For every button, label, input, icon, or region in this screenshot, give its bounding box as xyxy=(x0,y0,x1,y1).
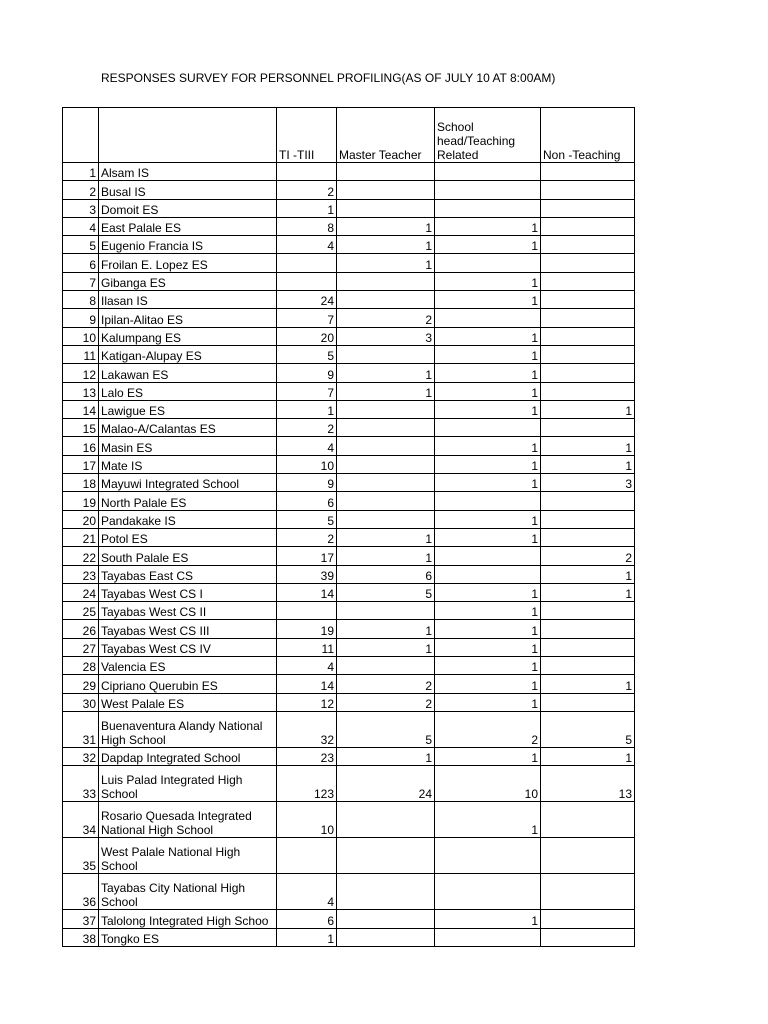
cell-row-number: 29 xyxy=(63,675,99,693)
cell-school-name: West Palale National High School xyxy=(99,838,277,874)
table-row xyxy=(63,675,635,693)
cell-school-name: Tayabas West CS III xyxy=(99,620,277,638)
table-row xyxy=(63,747,635,765)
cell-ti-tiii-count xyxy=(277,163,337,181)
header-cell-ti-tiii: TI -TIII xyxy=(277,108,337,163)
cell-school-name: North Palale ES xyxy=(99,492,277,510)
cell-row-number: 35 xyxy=(63,838,99,874)
cell-master-teacher-count: 5 xyxy=(337,583,435,601)
table-row xyxy=(63,874,635,910)
cell-row-number: 11 xyxy=(63,345,99,363)
cell-non-teaching-count xyxy=(541,309,635,327)
table-row xyxy=(63,547,635,565)
cell-master-teacher-count: 5 xyxy=(337,711,435,747)
cell-school-name: Cipriano Querubin ES xyxy=(99,675,277,693)
cell-master-teacher-count xyxy=(337,602,435,620)
cell-row-number: 18 xyxy=(63,474,99,492)
cell-ti-tiii-count xyxy=(277,254,337,272)
cell-row-number: 37 xyxy=(63,910,99,928)
cell-school-name: Alsam IS xyxy=(99,163,277,181)
cell-ti-tiii-count: 123 xyxy=(277,766,337,802)
cell-non-teaching-count xyxy=(541,528,635,546)
cell-row-number: 22 xyxy=(63,547,99,565)
cell-non-teaching-count xyxy=(541,802,635,838)
cell-row-number: 26 xyxy=(63,620,99,638)
cell-ti-tiii-count: 24 xyxy=(277,291,337,309)
cell-school-head-count xyxy=(435,492,541,510)
cell-school-head-count: 1 xyxy=(435,583,541,601)
table-row xyxy=(63,254,635,272)
cell-ti-tiii-count xyxy=(277,838,337,874)
cell-row-number: 10 xyxy=(63,327,99,345)
table-row xyxy=(63,928,635,946)
table-row xyxy=(63,364,635,382)
cell-master-teacher-count: 2 xyxy=(337,675,435,693)
cell-row-number: 27 xyxy=(63,638,99,656)
cell-master-teacher-count: 1 xyxy=(337,528,435,546)
cell-non-teaching-count: 1 xyxy=(541,455,635,473)
cell-school-name: Lawigue ES xyxy=(99,400,277,418)
cell-non-teaching-count xyxy=(541,217,635,235)
table-row xyxy=(63,163,635,181)
cell-master-teacher-count xyxy=(337,874,435,910)
cell-school-name: Domoit ES xyxy=(99,199,277,217)
cell-non-teaching-count xyxy=(541,254,635,272)
cell-school-head-count: 1 xyxy=(435,217,541,235)
cell-school-name: Mate IS xyxy=(99,455,277,473)
cell-school-head-count: 1 xyxy=(435,675,541,693)
table-row xyxy=(63,419,635,437)
cell-school-name: Dapdap Integrated School xyxy=(99,747,277,765)
cell-school-head-count xyxy=(435,874,541,910)
cell-row-number: 2 xyxy=(63,181,99,199)
cell-row-number: 16 xyxy=(63,437,99,455)
cell-row-number: 4 xyxy=(63,217,99,235)
cell-school-head-count: 1 xyxy=(435,437,541,455)
cell-ti-tiii-count: 2 xyxy=(277,181,337,199)
cell-school-head-count: 1 xyxy=(435,364,541,382)
cell-school-name: Lalo ES xyxy=(99,382,277,400)
cell-ti-tiii-count xyxy=(277,272,337,290)
cell-ti-tiii-count: 10 xyxy=(277,802,337,838)
cell-master-teacher-count: 1 xyxy=(337,382,435,400)
cell-school-name: Luis Palad Integrated High School xyxy=(99,766,277,802)
cell-master-teacher-count: 24 xyxy=(337,766,435,802)
cell-school-name: West Palale ES xyxy=(99,693,277,711)
cell-master-teacher-count xyxy=(337,291,435,309)
cell-master-teacher-count: 6 xyxy=(337,565,435,583)
cell-non-teaching-count xyxy=(541,693,635,711)
cell-row-number: 33 xyxy=(63,766,99,802)
cell-ti-tiii-count xyxy=(277,602,337,620)
cell-master-teacher-count: 2 xyxy=(337,309,435,327)
cell-school-name: Tayabas West CS II xyxy=(99,602,277,620)
cell-master-teacher-count xyxy=(337,657,435,675)
cell-non-teaching-count xyxy=(541,199,635,217)
cell-ti-tiii-count: 19 xyxy=(277,620,337,638)
cell-school-head-count: 1 xyxy=(435,657,541,675)
header-row xyxy=(63,108,635,163)
cell-ti-tiii-count: 2 xyxy=(277,419,337,437)
cell-row-number: 31 xyxy=(63,711,99,747)
cell-master-teacher-count xyxy=(337,838,435,874)
cell-school-head-count: 1 xyxy=(435,602,541,620)
cell-school-head-count: 1 xyxy=(435,382,541,400)
cell-master-teacher-count xyxy=(337,400,435,418)
table-row xyxy=(63,838,635,874)
cell-school-head-count: 1 xyxy=(435,474,541,492)
cell-school-head-count xyxy=(435,199,541,217)
cell-school-head-count: 1 xyxy=(435,510,541,528)
table-row xyxy=(63,910,635,928)
cell-ti-tiii-count: 4 xyxy=(277,437,337,455)
cell-row-number: 15 xyxy=(63,419,99,437)
cell-non-teaching-count xyxy=(541,910,635,928)
table-row xyxy=(63,327,635,345)
cell-non-teaching-count xyxy=(541,638,635,656)
cell-master-teacher-count: 1 xyxy=(337,254,435,272)
cell-ti-tiii-count: 8 xyxy=(277,217,337,235)
cell-row-number: 32 xyxy=(63,747,99,765)
cell-school-head-count: 1 xyxy=(435,345,541,363)
cell-master-teacher-count: 1 xyxy=(337,620,435,638)
cell-non-teaching-count xyxy=(541,163,635,181)
cell-school-head-count: 1 xyxy=(435,455,541,473)
cell-ti-tiii-count: 4 xyxy=(277,236,337,254)
cell-row-number: 1 xyxy=(63,163,99,181)
cell-school-name: Lakawan ES xyxy=(99,364,277,382)
table-row xyxy=(63,657,635,675)
header-cell-school-head: School head/Teaching Related xyxy=(435,108,541,163)
table-row xyxy=(63,693,635,711)
cell-non-teaching-count xyxy=(541,181,635,199)
cell-row-number: 28 xyxy=(63,657,99,675)
table-row xyxy=(63,345,635,363)
cell-row-number: 24 xyxy=(63,583,99,601)
cell-school-head-count: 1 xyxy=(435,747,541,765)
cell-non-teaching-count xyxy=(541,364,635,382)
table-row xyxy=(63,272,635,290)
cell-ti-tiii-count: 4 xyxy=(277,874,337,910)
cell-school-name: Potol ES xyxy=(99,528,277,546)
cell-ti-tiii-count: 6 xyxy=(277,492,337,510)
cell-row-number: 17 xyxy=(63,455,99,473)
cell-school-name: Gibanga ES xyxy=(99,272,277,290)
cell-ti-tiii-count: 11 xyxy=(277,638,337,656)
table-row xyxy=(63,291,635,309)
table-row xyxy=(63,199,635,217)
table-row xyxy=(63,309,635,327)
cell-school-name: Kalumpang ES xyxy=(99,327,277,345)
cell-ti-tiii-count: 1 xyxy=(277,199,337,217)
cell-ti-tiii-count: 6 xyxy=(277,910,337,928)
table-row xyxy=(63,766,635,802)
cell-row-number: 8 xyxy=(63,291,99,309)
cell-non-teaching-count xyxy=(541,492,635,510)
cell-non-teaching-count: 1 xyxy=(541,583,635,601)
cell-school-head-count: 1 xyxy=(435,291,541,309)
cell-school-name: Tayabas West CS I xyxy=(99,583,277,601)
header-cell-school xyxy=(99,108,277,163)
cell-row-number: 7 xyxy=(63,272,99,290)
cell-master-teacher-count xyxy=(337,199,435,217)
cell-ti-tiii-count: 5 xyxy=(277,345,337,363)
cell-school-name: Ipilan-Alitao ES xyxy=(99,309,277,327)
cell-ti-tiii-count: 14 xyxy=(277,675,337,693)
cell-non-teaching-count xyxy=(541,236,635,254)
cell-row-number: 25 xyxy=(63,602,99,620)
cell-master-teacher-count xyxy=(337,910,435,928)
cell-non-teaching-count: 1 xyxy=(541,675,635,693)
cell-master-teacher-count: 1 xyxy=(337,364,435,382)
cell-non-teaching-count xyxy=(541,838,635,874)
cell-row-number: 3 xyxy=(63,199,99,217)
cell-master-teacher-count xyxy=(337,802,435,838)
cell-school-name: Tayabas East CS xyxy=(99,565,277,583)
cell-school-name: Tayabas City National High School xyxy=(99,874,277,910)
cell-master-teacher-count: 1 xyxy=(337,638,435,656)
cell-ti-tiii-count: 17 xyxy=(277,547,337,565)
header-cell-index xyxy=(63,108,99,163)
cell-ti-tiii-count: 7 xyxy=(277,309,337,327)
table-row xyxy=(63,602,635,620)
cell-non-teaching-count xyxy=(541,928,635,946)
cell-row-number: 20 xyxy=(63,510,99,528)
cell-row-number: 9 xyxy=(63,309,99,327)
cell-school-head-count: 1 xyxy=(435,400,541,418)
cell-non-teaching-count xyxy=(541,291,635,309)
cell-ti-tiii-count: 39 xyxy=(277,565,337,583)
cell-school-name: Rosario Quesada Integrated National High School xyxy=(99,802,277,838)
cell-master-teacher-count xyxy=(337,345,435,363)
cell-school-name: Buenaventura Alandy National High School xyxy=(99,711,277,747)
table-row xyxy=(63,181,635,199)
cell-non-teaching-count: 13 xyxy=(541,766,635,802)
cell-ti-tiii-count: 14 xyxy=(277,583,337,601)
table-row xyxy=(63,510,635,528)
cell-school-name: Malao-A/Calantas ES xyxy=(99,419,277,437)
cell-school-head-count xyxy=(435,419,541,437)
cell-ti-tiii-count: 23 xyxy=(277,747,337,765)
cell-master-teacher-count: 1 xyxy=(337,747,435,765)
cell-non-teaching-count xyxy=(541,510,635,528)
cell-master-teacher-count: 1 xyxy=(337,236,435,254)
cell-ti-tiii-count: 9 xyxy=(277,364,337,382)
cell-school-name: Katigan-Alupay ES xyxy=(99,345,277,363)
cell-row-number: 30 xyxy=(63,693,99,711)
cell-school-head-count: 1 xyxy=(435,327,541,345)
table-row xyxy=(63,620,635,638)
cell-row-number: 5 xyxy=(63,236,99,254)
cell-ti-tiii-count: 9 xyxy=(277,474,337,492)
table-row xyxy=(63,492,635,510)
cell-school-head-count xyxy=(435,838,541,874)
cell-master-teacher-count: 1 xyxy=(337,217,435,235)
cell-row-number: 13 xyxy=(63,382,99,400)
table-row xyxy=(63,638,635,656)
cell-non-teaching-count: 5 xyxy=(541,711,635,747)
cell-school-head-count: 10 xyxy=(435,766,541,802)
cell-ti-tiii-count: 1 xyxy=(277,400,337,418)
cell-master-teacher-count xyxy=(337,455,435,473)
cell-ti-tiii-count: 7 xyxy=(277,382,337,400)
survey-table xyxy=(62,107,635,947)
table-row xyxy=(63,474,635,492)
cell-school-head-count: 1 xyxy=(435,620,541,638)
cell-non-teaching-count xyxy=(541,657,635,675)
cell-row-number: 19 xyxy=(63,492,99,510)
cell-school-name: Mayuwi Integrated School xyxy=(99,474,277,492)
cell-row-number: 6 xyxy=(63,254,99,272)
cell-school-head-count: 1 xyxy=(435,236,541,254)
header-cell-master-teacher: Master Teacher xyxy=(337,108,435,163)
cell-master-teacher-count: 3 xyxy=(337,327,435,345)
cell-master-teacher-count: 1 xyxy=(337,547,435,565)
cell-non-teaching-count xyxy=(541,345,635,363)
cell-non-teaching-count xyxy=(541,272,635,290)
cell-school-name: Ilasan IS xyxy=(99,291,277,309)
cell-school-name: East Palale ES xyxy=(99,217,277,235)
table-row xyxy=(63,217,635,235)
cell-school-head-count xyxy=(435,181,541,199)
cell-master-teacher-count xyxy=(337,437,435,455)
cell-master-teacher-count xyxy=(337,492,435,510)
cell-school-name: Tongko ES xyxy=(99,928,277,946)
table-row xyxy=(63,528,635,546)
cell-school-head-count: 2 xyxy=(435,711,541,747)
cell-non-teaching-count xyxy=(541,382,635,400)
cell-row-number: 23 xyxy=(63,565,99,583)
cell-non-teaching-count xyxy=(541,874,635,910)
cell-school-head-count xyxy=(435,928,541,946)
cell-non-teaching-count: 1 xyxy=(541,565,635,583)
cell-non-teaching-count: 2 xyxy=(541,547,635,565)
cell-school-name: Pandakake IS xyxy=(99,510,277,528)
cell-school-name: Froilan E. Lopez ES xyxy=(99,254,277,272)
cell-master-teacher-count xyxy=(337,163,435,181)
table-row xyxy=(63,711,635,747)
cell-ti-tiii-count: 4 xyxy=(277,657,337,675)
cell-school-head-count xyxy=(435,254,541,272)
cell-school-head-count: 1 xyxy=(435,638,541,656)
cell-master-teacher-count: 2 xyxy=(337,693,435,711)
cell-non-teaching-count xyxy=(541,419,635,437)
table-row xyxy=(63,437,635,455)
cell-master-teacher-count xyxy=(337,419,435,437)
cell-master-teacher-count xyxy=(337,928,435,946)
cell-non-teaching-count: 1 xyxy=(541,437,635,455)
cell-ti-tiii-count: 5 xyxy=(277,510,337,528)
cell-ti-tiii-count: 2 xyxy=(277,528,337,546)
cell-school-head-count xyxy=(435,309,541,327)
cell-row-number: 38 xyxy=(63,928,99,946)
cell-school-name: Tayabas West CS IV xyxy=(99,638,277,656)
cell-school-head-count xyxy=(435,547,541,565)
cell-school-head-count: 1 xyxy=(435,272,541,290)
cell-ti-tiii-count: 32 xyxy=(277,711,337,747)
table-row xyxy=(63,382,635,400)
cell-master-teacher-count xyxy=(337,474,435,492)
document-title: RESPONSES SURVEY FOR PERSONNEL PROFILING(AS OF JULY 10 AT 8:00AM) xyxy=(101,71,556,85)
cell-non-teaching-count xyxy=(541,327,635,345)
cell-school-name: Valencia ES xyxy=(99,657,277,675)
cell-row-number: 21 xyxy=(63,528,99,546)
cell-non-teaching-count: 1 xyxy=(541,747,635,765)
cell-non-teaching-count: 3 xyxy=(541,474,635,492)
cell-school-head-count: 1 xyxy=(435,528,541,546)
table-row xyxy=(63,802,635,838)
cell-master-teacher-count xyxy=(337,272,435,290)
cell-row-number: 12 xyxy=(63,364,99,382)
cell-school-head-count: 1 xyxy=(435,910,541,928)
cell-school-head-count: 1 xyxy=(435,693,541,711)
cell-school-name: Masin ES xyxy=(99,437,277,455)
cell-school-name: South Palale ES xyxy=(99,547,277,565)
cell-school-name: Busal IS xyxy=(99,181,277,199)
cell-school-head-count xyxy=(435,163,541,181)
table-row xyxy=(63,565,635,583)
cell-row-number: 34 xyxy=(63,802,99,838)
cell-school-head-count: 1 xyxy=(435,802,541,838)
cell-ti-tiii-count: 1 xyxy=(277,928,337,946)
table-row xyxy=(63,236,635,254)
table-row xyxy=(63,583,635,601)
table-row xyxy=(63,455,635,473)
cell-ti-tiii-count: 10 xyxy=(277,455,337,473)
cell-row-number: 36 xyxy=(63,874,99,910)
cell-master-teacher-count xyxy=(337,510,435,528)
cell-non-teaching-count: 1 xyxy=(541,400,635,418)
cell-non-teaching-count xyxy=(541,620,635,638)
cell-school-name: Eugenio Francia IS xyxy=(99,236,277,254)
cell-school-name: Talolong Integrated High Schoo xyxy=(99,910,277,928)
cell-master-teacher-count xyxy=(337,181,435,199)
header-cell-non-teaching: Non -Teaching xyxy=(541,108,635,163)
cell-row-number: 14 xyxy=(63,400,99,418)
cell-ti-tiii-count: 20 xyxy=(277,327,337,345)
cell-school-head-count xyxy=(435,565,541,583)
cell-non-teaching-count xyxy=(541,602,635,620)
cell-ti-tiii-count: 12 xyxy=(277,693,337,711)
table-row xyxy=(63,400,635,418)
